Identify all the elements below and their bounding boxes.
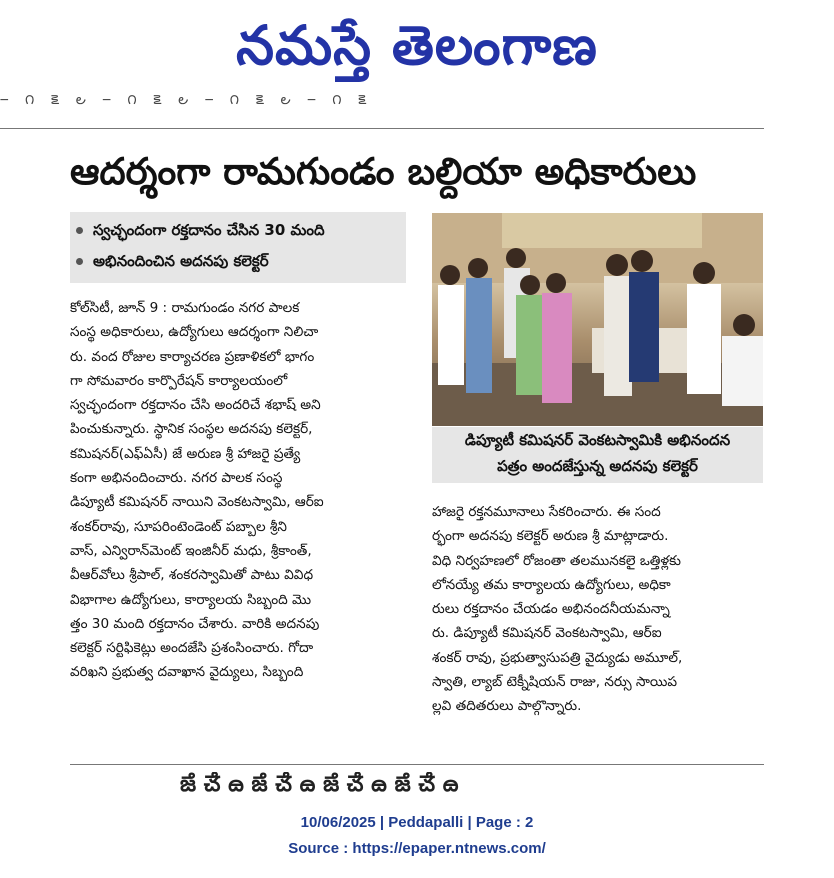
article-line: విధి నిర్వహణలో రోజంతా తలమునకలై ఒత్తిళ్లకు <box>432 552 681 569</box>
newspaper-logo: నమస్తే తెలంగాణ <box>236 14 598 77</box>
article-line: డిప్యూటీ కమిషనర్ నాయిని వెంకటస్వామి, ఆర్ఐ <box>70 494 324 511</box>
article-line: విభాగాల ఉద్యోగులు, కార్యాలయ సిబ్బంది మొ <box>70 591 312 608</box>
photo-caption: డిప్యూటీ కమిషనర్ వెంకటస్వామికి అభినందన పత్రం అందజేస్తున్న అదనపు కలెక్టర్ <box>432 427 763 483</box>
article-line: పించుకున్నారు. స్థానిక సంస్థల అదనపు కలెక్టర్, <box>70 421 313 438</box>
article-line: సంస్థ అధికారులు, ఉద్యోగులు ఆదర్శంగా నిలిచా <box>70 324 319 341</box>
article-photo <box>432 213 763 426</box>
photo-illustration <box>432 213 763 426</box>
article-line: స్వచ్ఛందంగా రక్తదానం చేసి అందరిచే శభాష్ అని <box>70 397 321 414</box>
article-line: శంకర్ రావు, ప్రభుత్వాసుపత్రి వైద్యుడు అమూల్, <box>432 649 683 666</box>
highlight-item: అభినందించిన అదనపు కలెక్టర్ <box>76 248 269 274</box>
article-line: వరిఖని ప్రభుత్వ దవాఖాన వైద్యులు, సిబ్బంది <box>70 664 304 681</box>
article-column-left <box>70 296 406 685</box>
article-line: కంగా అభినందించారు. నగర పాలక సంస్థ <box>70 470 283 487</box>
cut-next-headline: ౙ ౘ ౚ ౙ ౘ ౚ ౙ ౘ ౚ ౙ ౘ ౚ <box>180 772 459 796</box>
article-line: రు. వంద రోజుల కార్యాచరణ ప్రణాళికలో భాగం <box>70 348 315 365</box>
article-line: రులు రక్తదానం చేయడం అభినందనీయమన్నా <box>432 601 670 618</box>
article-line: ర్భంగా అదనపు కలెక్టర్ అరుణ శ్రీ మాట్లాడారు. <box>432 528 669 545</box>
article-line: రు. డిప్యూటీ కమిషనర్ వెంకటస్వామి, ఆర్ఐ <box>432 625 662 642</box>
article-line: త్తం 30 మంది రక్తదానం చేశారు. వారికి అదనపు <box>70 615 320 632</box>
article-line: ల్లవి తదితరులు పాల్గొన్నారు. <box>432 698 582 715</box>
bullet-icon <box>76 227 83 234</box>
masthead <box>0 0 834 92</box>
bottom-divider <box>70 764 764 765</box>
footer-edition-info: 10/06/2025 | Peddapalli | Page : 2 <box>300 814 534 831</box>
article-line: కోల్‌సిటీ, జూన్ 9 : రామగుండం నగర పాలక <box>70 300 300 316</box>
article-line: కలెక్టర్ సర్టిఫికెట్లు అందజేసి ప్రశంసించారు. గోదా <box>70 640 314 657</box>
article-line: వీఆర్‌వోలు శ్రీపాల్, శంకరస్వామితో పాటు వివిధ <box>70 567 314 584</box>
highlight-item: స్వచ్ఛందంగా రక్తదానం చేసిన 30 మంది <box>76 217 325 243</box>
top-divider <box>0 128 764 129</box>
article-line: లోనయ్యే తమ కార్యాలయ ఉద్యోగులు, అధికా <box>432 576 671 593</box>
bullet-icon <box>76 258 83 265</box>
cut-previous-article: ౼ ౧ ౾ ౿ ౼ ౧ ౾ ౿ ౼ ౧ ౾ ౿ ౼ ౧ ౾ <box>0 92 373 108</box>
article-line: స్వాతి, ల్యాబ్ టెక్నీషియన్ రాజు, నర్సు సాయిప <box>432 674 678 691</box>
footer-source-link[interactable]: Source : https://epaper.ntnews.com/ <box>288 840 546 857</box>
article-headline: ఆదర్శంగా రామగుండం బల్దియా అధికారులు <box>70 150 697 193</box>
article-line: శంకర్‌రావు, సూపరింటెండెంట్ పబ్బాల శ్రీని <box>70 518 287 535</box>
article-line: హాజరై రక్తనమూనాలు సేకరించారు. ఈ సంద <box>432 504 661 520</box>
article-line: గా సోమవారం కార్పొరేషన్ కార్యాలయంలో <box>70 372 288 389</box>
article-column-right <box>432 500 763 719</box>
article-line: వాస్, ఎన్విరాన్‌మెంట్ ఇంజినీర్ మధు, శ్రీకాంత్, <box>70 542 312 559</box>
article-highlights <box>70 212 406 283</box>
article-line: కమిషనర్(ఎఫ్ఏసీ) జే అరుణ శ్రీ హాజరై ప్రత్యే <box>70 445 301 462</box>
